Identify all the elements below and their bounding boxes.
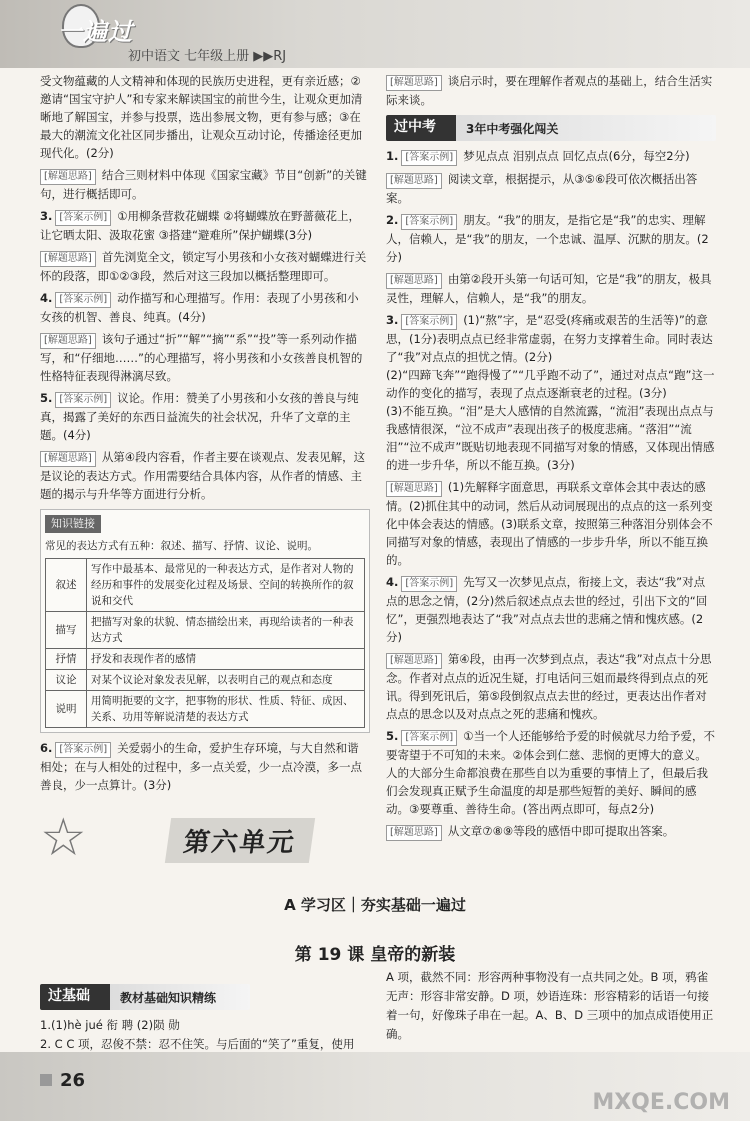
brand-logo: 一遍过 (58, 18, 133, 46)
answer-row: 4. [答案示例] 先写又一次梦见点点，衔接上文，表达“我”对点点的思念之情，(2分)然后叙述点点去世的经过，引出下文的“回忆”，更强烈地表达了“我”对点点去世的悲痛之情和愧疚感。(2分) (386, 575, 708, 644)
answer-row: 4. [答案示例] 动作描写和心理描写。作用：表现了小男孩和小女孩的机智、善良、纯真。(4分) (40, 291, 359, 324)
basics-item: 2. C C 项，忍俊不禁：忍不住笑。与后面的“笑了”重复，使用 (40, 1037, 355, 1051)
answer-row: 5. [答案示例] 议论。作用：赞美了小男孩和小女孩的善良与纯真，揭露了美好的东西日益流失的社会状况，升华了文章的主题。(4分) (40, 391, 359, 442)
hint-label: [解题思路] (40, 169, 96, 185)
hint-row: [解题思路] 第④段，由再一次梦到点点，表达“我”对点点十分思念。作者对点点的近况生疑，打电话问三姐而最终得到点点的死讯。得到死讯后，第⑤段倒叙点点去世的经过，更表达出作者对点点的思念以及对点点之死的悲痛和愧疚。 (386, 652, 712, 721)
hint-row: [解题思路] 首先浏览全文，锁定写小男孩和小女孩对蝴蝶进行关怀的段落，即①②③段，然后对这三段加以概括整理即可。 (40, 250, 367, 283)
expression-table (45, 558, 365, 728)
star-icon: ☆ (40, 808, 87, 868)
hint-row: [解题思路] 由第②段开头第一句话可知，它是“我”的朋友，极具灵性，理解人，信赖人，是“我”的朋友。 (386, 272, 712, 305)
table-row: 抒情 抒发和表现作者的感情 (46, 649, 365, 670)
hint-row: [解题思路] 谈启示时，要在理解作者观点的基础上，结合生活实际来谈。 (386, 74, 713, 107)
hint-row: [解题思路] 结合三则材料中体现《国家宝藏》节目“创新”的关键句，进行概括即可。 (40, 168, 367, 201)
knowledge-intro: 常见的表达方式有五种：叙述、描写、抒情、议论、说明。 (45, 540, 318, 552)
basics-right-text: A 项，截然不同：形容两种事物没有一点共同之处。B 项，鸦雀无声：形容非常安静。D 项，妙语连珠：形容精彩的话语一句接着一句，好像珠子串在一起。A、B、D 三项中的加点成语使用正确。 (386, 970, 714, 1041)
table-row: 议论 对某个议论对象发表见解，以表明自己的观点和态度 (46, 670, 365, 691)
answer-row: 3. [答案示例] (1)“熬”字，是“忍受(疼痛或艰苦的生活等)”的意思，(1分)表明点点已经非常虚弱，在努力支撑着生命。同时表达了“我”对点点的担忧之情。(2分) (2)“四蹄飞奔”“跑得慢了”“几乎跑不动了”，通过对点点“跑”这一动作的变化的描写，表现了点点逐渐衰老的过程。(3分) (3)不能互换。“泪”是大人感情的自然流露，“流泪”表现出点点与我感情很深，“泣不成声”表现出孩子的极度悲痛。“落泪”“流泪”“泣不成声”既贴切地表现不同描写对象的情感，又体现出情感的进一步升华，所以不能互换。(3分) (386, 313, 715, 472)
hint-row: [解题思路] 阅读文章，根据提示，从③⑤⑥段可依次概括出答案。 (386, 172, 698, 205)
answer-row: 5. [答案示例] ①当一个人还能够给予爱的时候就尽力给予爱，不要寄望于不可知的未来。②体会到仁慈、悲悯的更博大的意义。人的大部分生命都浪费在那些自以为重要的事情上了，但最后我们会发现真正赋予生命温度的却是那些短暂的美好、瞬间的感动。③要尊重、善待生命。(答出两点即可，每点2分) (386, 729, 715, 816)
answer-row: 3. [答案示例] ①用柳条营救花蝴蝶 ②将蝴蝶放在野蔷薇花上，让它晒太阳、汲取花蜜 ③搭建“避难所”保护蝴蝶(3分) (40, 209, 360, 242)
page-header (0, 0, 750, 68)
answer-row: 6. [答案示例] 关爱弱小的生命，爱护生存环境，与大自然和谐相处；在与人相处的过程中，多一点关爱，少一点冷漠，多一点善良，少一点算计。(3分) (40, 741, 362, 792)
answer-row: 1. [答案示例] 梦见点点 泪别点点 回忆点点(6分，每空2分) (386, 147, 716, 166)
answer-row: 2. [答案示例] 朋友。“我”的朋友，是指它是“我”的忠实、理解人，信赖人，是“我”的朋友，一个忠诚、温厚、沉默的朋友。(2分) (386, 213, 709, 264)
unit-banner (40, 808, 710, 868)
right-column (386, 72, 716, 845)
unit-title: 第六单元 (165, 818, 315, 863)
table-row: 描写 把描写对象的状貌、情态描绘出来，再现给读者的一种表达方式 (46, 612, 365, 649)
watermark: MXQE.COM (592, 1090, 730, 1115)
book-subtitle: 初中语文 七年级上册 ▶▶RJ (128, 49, 287, 64)
text-block: 受文物蕴藏的人文精神和体现的民族历史进程，更有亲近感；②邀请“国宝守护人”和专家来解读国宝的前世今生，让观众更加清晰地了解国宝，并参与投票，选出参展文物，更有参与感；③在最大的潮流文化社区同步播出，让观众互动讨论，传播途径更加现代化。(2分) (40, 74, 363, 160)
hint-row: [解题思路] 从文章⑦⑧⑨等段的感悟中即可提取出答案。 (386, 822, 716, 841)
page-number: 26 (60, 1070, 86, 1091)
hint-row: [解题思路] 从第④段内容看，作者主要在谈观点、发表见解，这是议论的表达方式。作用需要结合具体内容，从作者的情感、主题的揭示与升华等方面进行分析。 (40, 450, 366, 501)
page-marker-icon (40, 1074, 52, 1086)
zone-heading: A 学习区｜夯实基础一遍过 (284, 896, 466, 914)
hint-row: [解题思路] 该句子通过“折”“解”“摘”“系”“投”等一系列动作描写，和“仔细地……”的心理描写，将小男孩和小女孩善良机智的性格特征表现得淋漓尽致。 (40, 332, 363, 383)
knowledge-box (40, 509, 370, 733)
table-row: 叙述 写作中最基本、最常见的一种表达方式，是作者对人物的经历和事件的发展变化过程及场景、空间的转换所作的叙说和交代 (46, 559, 365, 612)
page-footer (0, 1052, 750, 1121)
basics-item: 1.(1)hè jué 衔 聘 (2)陨 勋 (40, 1018, 180, 1032)
left-column (40, 72, 370, 798)
section-bar-exam: 过中考 3年中考强化闯关 (386, 115, 716, 141)
hint-row: [解题思路] (1)先解释字面意思，再联系文章体会其中表达的感情。(2)抓住其中的动词，然后从动词展现出的点点的这一系列变化中体会表达的情感。(3)联系文章，按照第三种落泪分别体会不同描写对象的情感，表现出了情感的一步步升华，所以不能互换的。 (386, 480, 713, 567)
lesson-title: 第 19 课 皇帝的新装 (294, 945, 456, 965)
table-row: 说明 用简明扼要的文字，把事物的形状、性质、特征、成因、关系、功用等解说清楚的表达方式 (46, 691, 365, 728)
knowledge-title: 知识链接 (45, 515, 101, 533)
section-bar-basics: 过基础 教材基础知识精练 (40, 984, 250, 1010)
